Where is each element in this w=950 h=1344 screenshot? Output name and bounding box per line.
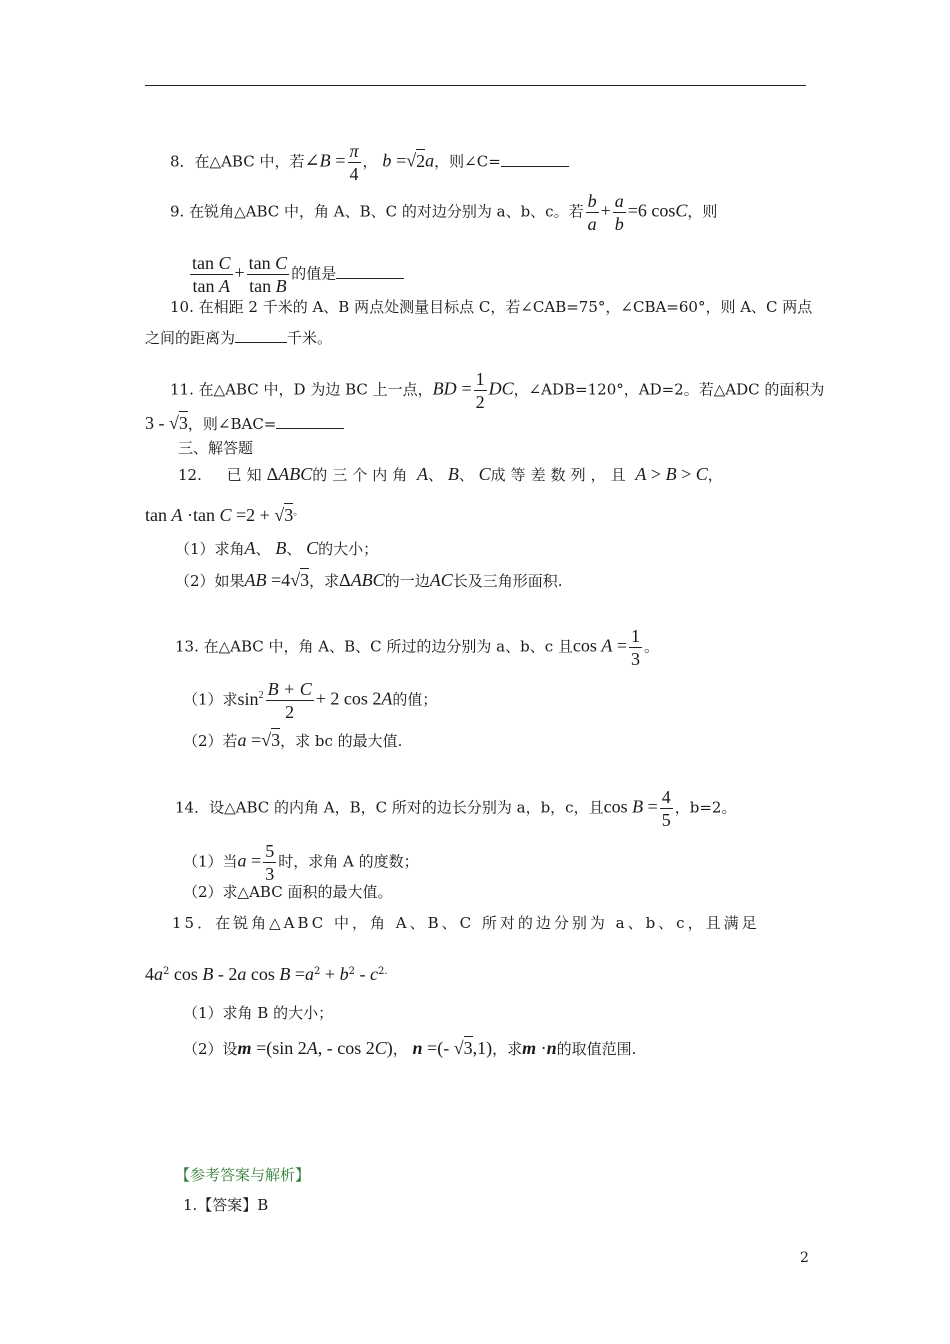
question-14: 14．设△ABC 的内角 A，B，C 所对的边长分别为 a，b，c，且cos B = $\frac{4}{5}$ ，b=2。: [175, 787, 737, 830]
question-15-part2: （2）设m =(sin 2A, - cos 2C)， n =(- √3,1)，求m ·n的取值范围.: [183, 1038, 637, 1058]
question-14-part2: （2）求△ABC 面积的最大值。: [183, 883, 393, 901]
q13-part1-label: （1）求: [183, 690, 238, 709]
q9-line2-suffix: 的值是: [291, 264, 337, 283]
question-9: 9. 在锐角△ABC 中，角 A、B、C 的对边分别为 a、b、c。若 $\frac{b}{a}$ + $\frac{a}{b}$ =6 cosC，则: [170, 191, 718, 234]
q11-suffix: ，∠ADB=120°，AD=2。若△ADC 的面积为: [513, 380, 825, 399]
q12-part2-label: （2）如果: [175, 572, 245, 590]
question-13-part2: （2）若a =√3，求 bc 的最大值.: [183, 730, 403, 750]
q12-part2-mid2: 的一边: [384, 572, 430, 590]
q8-suffix: ，则∠C=: [434, 152, 501, 171]
answer-blank: [235, 328, 287, 343]
header-rule: [145, 85, 806, 86]
answer-blank: [501, 152, 569, 167]
question-8: 8．在△ABC 中，若∠B = $\frac{\pi}{4}$ ， b =√2a，则∠C=: [170, 140, 569, 185]
q14-part1-label: （1）当: [183, 852, 238, 871]
q15-part2-label: （2）设: [183, 1040, 238, 1058]
q12-part2-mid: ，求: [309, 572, 340, 590]
question-9-line2: $\frac{\text{tan C}}{\text{tan A}}$ + $\frac{\text{tan C}}{\text{tan B}}$ 的值是: [188, 252, 404, 297]
question-11-line2: 3 - √3，则∠BAC=: [145, 413, 344, 434]
q8-prefix: 8．在△ABC 中，若: [170, 152, 305, 171]
q14-line1: 14．设△ABC 的内角 A，B，C 所对的边长分别为 a，b，c，且: [175, 798, 604, 817]
answer-blank: [276, 414, 344, 429]
q13-line1-suffix: 。: [644, 637, 660, 656]
question-15: 15．在锐角△ABC 中，角 A、B、C 所对的边分别为 a、b、c，且满足: [172, 914, 760, 932]
question-13-part1: （1）求$\sin^2$ $\frac{B + C}{2}$ + 2 cos 2A的值；: [183, 679, 438, 722]
q13-line1: 13. 在△ABC 中，角 A、B、C 所过的边分别为 a、b、c 且: [175, 637, 573, 656]
q12-text3: 成等差数列，且: [490, 466, 631, 484]
question-12-part2: （2）如果AB =4√3，求ΔABC的一边AC长及三角形面积.: [175, 570, 563, 590]
q13-part2-suffix: ，求 bc 的最大值.: [280, 732, 403, 750]
q12-text4: ，: [707, 466, 723, 484]
answer-blank: [336, 264, 404, 279]
q12-part2-suffix: 长及三角形面积.: [452, 572, 563, 590]
question-10: 10. 在相距 2 千米的 A、B 两点处测量目标点 C，若∠CAB=75°，∠CBA=60°，则 A、C 两点: [170, 298, 813, 316]
q12-part1-label: （1）求角: [175, 540, 245, 558]
question-12-part1: （1）求角A、 B、 C的大小；: [175, 538, 379, 558]
q9-line1: 9. 在锐角△ABC 中，角 A、B、C 的对边分别为 a、b、c。若: [170, 202, 584, 221]
q9-after: ，则: [687, 202, 718, 221]
q10-line2-text: 之间的距离为: [145, 329, 236, 347]
q12-part1-suffix: 的大小；: [318, 540, 379, 558]
q13-part1-suffix: 的值；: [392, 690, 438, 709]
q14-line1-suffix: ，b=2。: [674, 798, 737, 817]
question-13: 13. 在△ABC 中，角 A、B、C 所过的边分别为 a、b、c 且cos A = $\frac{1}{3}$ 。: [175, 626, 660, 669]
question-12-condition: tan A ·tan C =2 + √3。: [145, 505, 304, 525]
q12-text2: 的三个内角: [312, 466, 413, 484]
q15-part2-suffix: 的取值范围.: [556, 1040, 637, 1058]
answer-item-1: 1.【答案】B: [183, 1196, 269, 1214]
q11-line2-suffix: ，则∠BAC=: [187, 415, 277, 433]
q11-prefix: 11. 在△ABC 中，D 为边 BC 上一点，: [170, 380, 433, 399]
question-14-part1: （1）当a = $\frac{5}{3}$ 时，求角 A 的度数；: [183, 841, 419, 884]
q13-part2-label: （2）若: [183, 732, 238, 750]
q15-part2-mid2: ，求: [492, 1040, 523, 1058]
q8-mid: ，: [362, 152, 378, 171]
question-15-condition: $4a^2$ cos B - 2a $\cos B =a^2 + b^2 - c^{2.}$: [145, 964, 388, 984]
answers-heading: 【参考答案与解析】: [175, 1166, 311, 1184]
q15-part2-mid: ，: [392, 1040, 408, 1058]
q10-line2-suffix: 千米。: [287, 329, 333, 347]
question-10-line2: [145, 328, 332, 348]
question-11: 11. 在△ABC 中，D 为边 BC 上一点，BD = $\frac{1}{2}$ DC，∠ADB=120°，AD=2。若△ADC 的面积为: [170, 369, 825, 412]
q14-part1-suffix: 时，求角 A 的度数；: [278, 852, 419, 871]
question-12: 12. 已知ΔABC的三个内角 A、 B、 C成等差数列，且 A > B > C，: [178, 464, 723, 484]
section-heading: 三、解答题: [178, 439, 254, 457]
q12-num: 12.: [178, 466, 202, 484]
q12-text1: 已知: [226, 466, 267, 484]
page-number: 2: [800, 1250, 809, 1266]
question-15-part1: （1）求角 B 的大小；: [183, 1004, 334, 1022]
